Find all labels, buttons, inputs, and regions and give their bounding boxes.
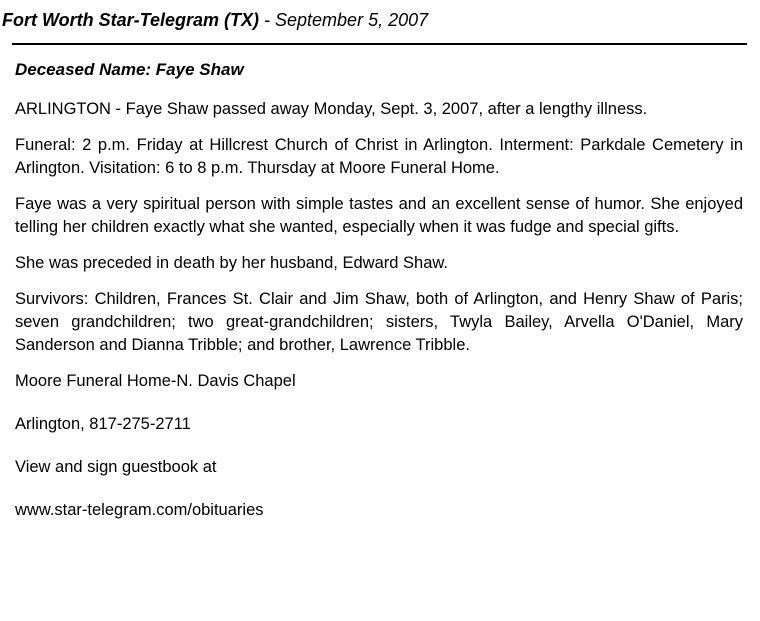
deceased-name: Deceased Name: Faye Shaw xyxy=(15,60,244,79)
paragraph-announcement: ARLINGTON - Faye Shaw passed away Monday, Sept. 3, 2007, after a lengthy illness. xyxy=(15,100,648,118)
guestbook-text: View and sign guestbook at xyxy=(15,458,217,476)
header-divider xyxy=(12,43,747,45)
paragraph-tribute: Faye was a very spiritual person with simple tastes and an excellent sense of humor. She enjoyed telling her children exactly what she wanted, especially when it was fudge and special gifts. xyxy=(15,195,743,236)
paragraph-preceded: She was preceded in death by her husband, Edward Shaw. xyxy=(15,254,448,272)
guestbook-url: www.star-telegram.com/obituaries xyxy=(15,501,264,519)
paragraph-survivors: Survivors: Children, Frances St. Clair and Jim Shaw, both of Arlington, and Henry Shaw of Paris; seven grandchildren; two great-grandchildren; sisters, Twyla Bailey, Arvella O'Daniel, Mary Sanderson and Dianna Tribble; and brother, Lawrence Tribble. xyxy=(15,290,743,354)
funeral-home-name: Moore Funeral Home-N. Davis Chapel xyxy=(15,372,296,390)
paragraph-funeral: Funeral: 2 p.m. Friday at Hillcrest Church of Christ in Arlington. Interment: Parkdale Cemetery in Arlington. Visitation: 6 to 8 p.m. Thursday at Moore Funeral Home. xyxy=(15,136,743,177)
publication-header xyxy=(2,10,428,31)
publication-date: September 5, 2007 xyxy=(275,10,429,30)
obituary-body xyxy=(15,98,743,542)
funeral-home-phone: Arlington, 817-275-2711 xyxy=(15,415,191,433)
header-separator: - xyxy=(259,10,276,30)
publication-name: Fort Worth Star-Telegram (TX) xyxy=(2,10,260,30)
